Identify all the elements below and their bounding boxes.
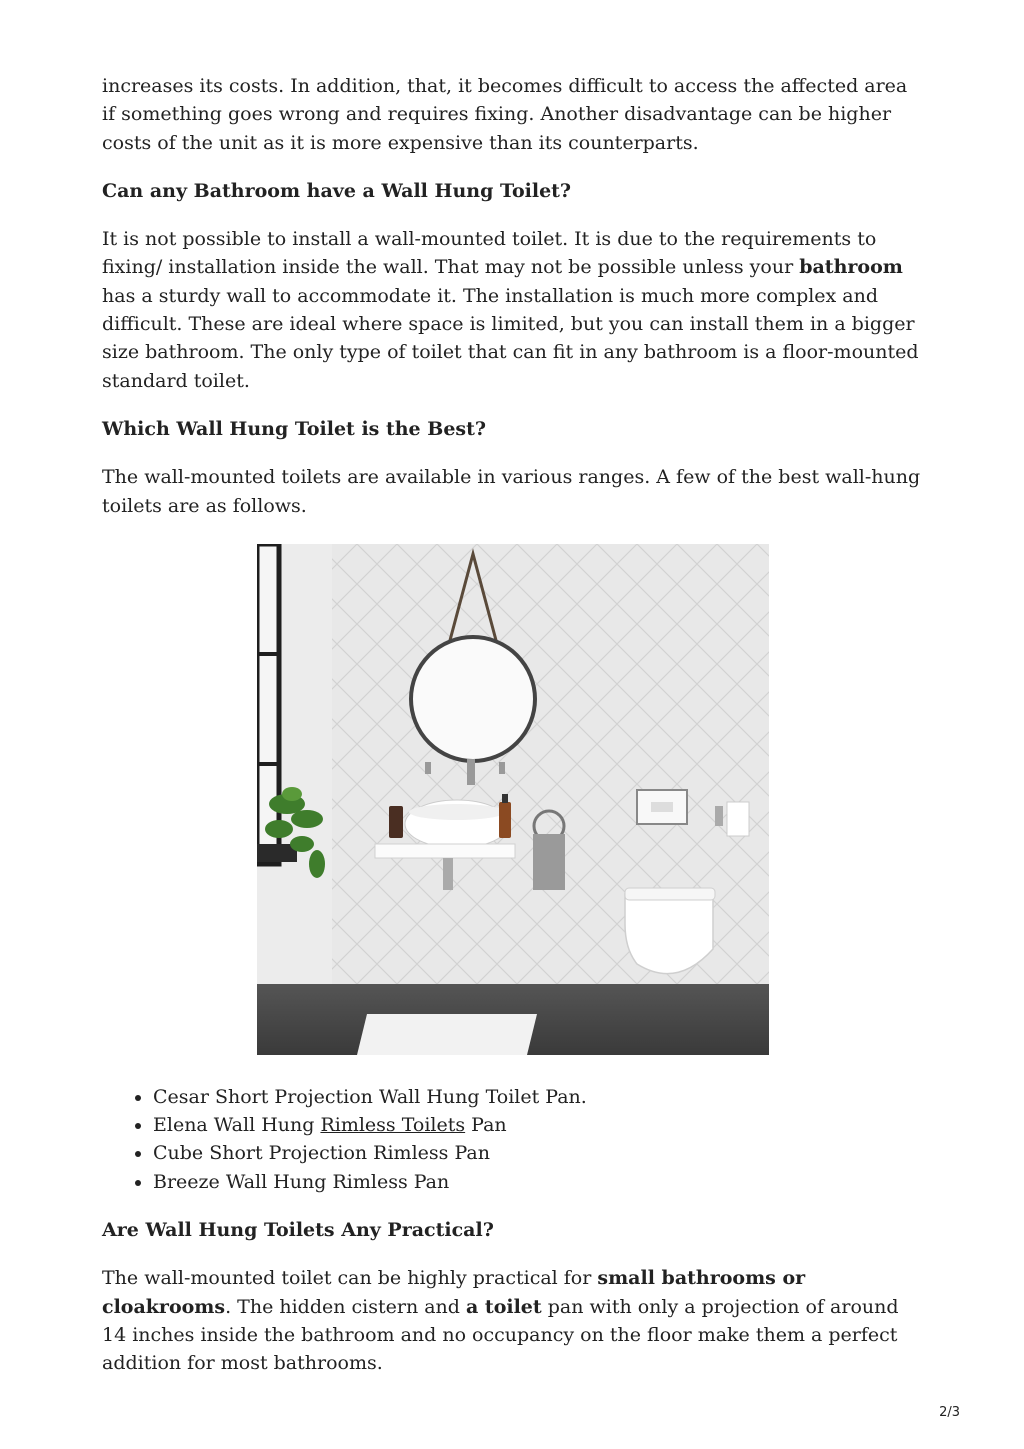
bold-small-bathrooms: small bathrooms or cloakrooms xyxy=(102,1267,806,1318)
rimless-toilets-link[interactable]: Rimless Toilets xyxy=(320,1114,466,1137)
paragraph-practical xyxy=(102,1264,924,1377)
bold-bathroom: bathroom xyxy=(799,256,903,279)
paragraph-practical-mid: . The hidden cistern and xyxy=(225,1295,466,1318)
heading-any-bathroom: Can any Bathroom have a Wall Hung Toilet? xyxy=(102,179,572,202)
paragraph-practical-start: The wall-mounted toilet can be highly practical for xyxy=(102,1267,598,1290)
bold-a-toilet: a toilet xyxy=(466,1295,542,1318)
heading-practical: Are Wall Hung Toilets Any Practical? xyxy=(102,1219,494,1242)
paragraph-practical-end: pan with only a projection of around 14 inches inside the bathroom and no occupancy on the floor make them a perfect addition for most bathrooms. xyxy=(102,1295,899,1375)
list-item-end: Pan xyxy=(465,1114,507,1137)
heading-which-best: Which Wall Hung Toilet is the Best? xyxy=(102,417,487,440)
list-item: • Cube Short Projection Rimless Pan xyxy=(153,1139,924,1167)
list-item-start: Elena Wall Hung xyxy=(153,1114,321,1137)
toilet-list xyxy=(102,1083,924,1196)
paragraph-installation-start: It is not possible to install a wall-mounted toilet. It is due to the requirements to fixing/ installation inside the wall. That may not be possible unless your xyxy=(102,228,877,279)
paragraph-installation xyxy=(102,225,924,395)
list-item: • Breeze Wall Hung Rimless Pan xyxy=(153,1168,924,1196)
paragraph-installation-end: has a sturdy wall to accommodate it. The installation is much more complex and difficult. These are ideal where space is limited, but you can install them in a bigger size bathroom. The only type of toilet that can fit in any bathroom is a floor-mounted standard toilet. xyxy=(102,284,919,392)
list-item xyxy=(153,1111,924,1139)
bathroom-illustration xyxy=(257,544,769,1055)
page-number: 2/3 xyxy=(939,1405,960,1420)
paragraph-costs: increases its costs. In addition, that, it becomes difficult to access the affected area if something goes wrong and requires fixing. Another disadvantage can be higher costs of the unit as it is more expensive than its counterparts. xyxy=(102,75,908,154)
paragraph-ranges: The wall-mounted toilets are available in various ranges. A few of the best wall-hung toilets are as follows. xyxy=(102,466,921,517)
list-item: • Cesar Short Projection Wall Hung Toilet Pan. xyxy=(153,1083,924,1111)
bathroom-photo xyxy=(257,544,769,1055)
article-body xyxy=(102,72,924,1398)
